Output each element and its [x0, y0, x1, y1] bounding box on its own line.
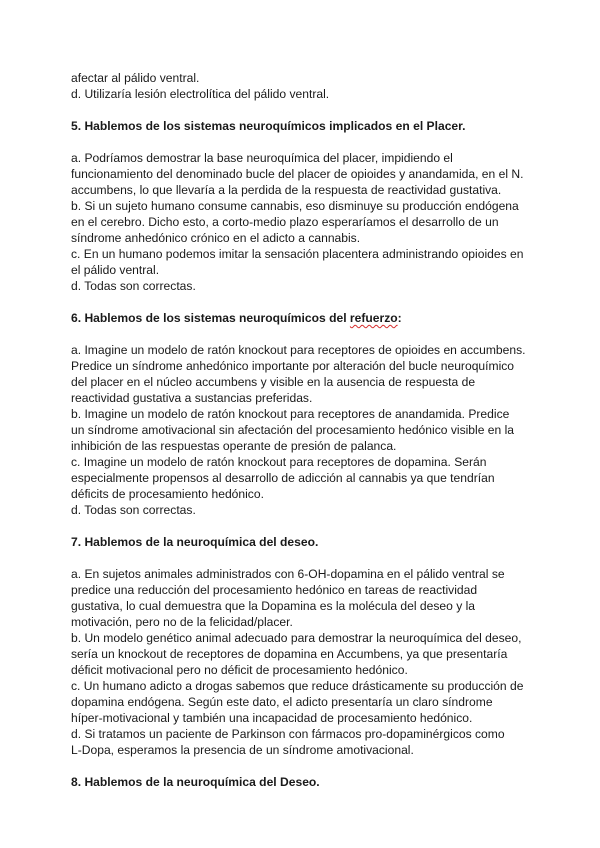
answer-line: a. Podríamos demostrar la base neuroquímica del placer, impidiendo el [71, 151, 453, 165]
answer-line: del placer en el núcleo accumbens y visible en la ausencia de respuesta de [71, 375, 476, 389]
document-page [71, 70, 531, 790]
question-8-heading: 8. Hablemos de la neuroquímica del Deseo. [71, 775, 320, 789]
answer-line: c. En un humano podemos imitar la sensación placentera administrando opioides en [71, 247, 524, 261]
answer-line: síndrome anhedónico crónico en el adicto a cannabis. [71, 231, 361, 245]
spellcheck-flagged-word[interactable]: refuerzo [349, 311, 398, 325]
answer-line: funcionamiento del denominado bucle del placer de opioides y anandamida, en el N. [71, 167, 524, 181]
answer-line: motivación, pero no de la felicidad/placer. [71, 615, 293, 629]
answer-line: Predice un síndrome anhedónico importante por alteración del bucle neuroquímico [71, 359, 515, 373]
answer-line: híper-motivacional y también una incapacidad de procesamiento hedónico. [71, 711, 473, 725]
intro-block [71, 70, 531, 102]
question-6 [71, 310, 531, 518]
answer-line: b. Un modelo genético animal adecuado para demostrar la neuroquímica del deseo, [71, 631, 522, 645]
answer-line: d. Todas son correctas. [71, 503, 196, 517]
question-6-heading-suffix: : [397, 311, 402, 325]
answer-line: L-Dopa, esperamos la presencia de un síndrome amotivacional. [71, 743, 414, 757]
answer-line: el pálido ventral. [71, 263, 160, 277]
answer-line: c. Un humano adicto a drogas sabemos que reduce drásticamente su producción de [71, 679, 524, 693]
answer-line: accumbens, lo que llevaría a la perdida de la respuesta de reactividad gustativa. [71, 183, 502, 197]
question-6-heading-prefix: 6. Hablemos de los sistemas neuroquímicos del [71, 311, 350, 325]
answer-line: a. Imagine un modelo de ratón knockout para receptores de opioides en accumbens. [71, 343, 526, 357]
answer-line: d. Todas son correctas. [71, 279, 196, 293]
answer-line: en el cerebro. Dicho esto, a corto-medio plazo esperaríamos el desarrollo de un [71, 215, 499, 229]
answer-line: reactividad gustativa a sustancias preferidas. [71, 391, 313, 405]
answer-line: b. Imagine un modelo de ratón knockout para receptores de anandamida. Predice [71, 407, 510, 421]
question-7-heading: 7. Hablemos de la neuroquímica del deseo. [71, 535, 319, 549]
answer-line: un síndrome amotivacional sin afectación del procesamiento hedónico visible en la [71, 423, 515, 437]
question-5 [71, 118, 531, 294]
question-8 [71, 774, 531, 790]
answer-line: c. Imagine un modelo de ratón knockout para receptores de dopamina. Serán [71, 455, 487, 469]
text-line: afectar al pálido ventral. [71, 71, 200, 85]
answer-line: sería un knockout de receptores de dopamina en Accumbens, ya que presentaría [71, 647, 508, 661]
answer-line: gustativa, lo cual demuestra que la Dopamina es la molécula del deseo y la [71, 599, 476, 613]
text-line: d. Utilizaría lesión electrolítica del pálido ventral. [71, 87, 330, 101]
answer-line: a. En sujetos animales administrados con 6-OH-dopamina en el pálido ventral se [71, 567, 505, 581]
answer-line: déficit motivacional pero no déficit de procesamiento hedónico. [71, 663, 408, 677]
answer-line: inhibición de las respuestas operante de presión de palanca. [71, 439, 397, 453]
answer-line: déficits de procesamiento hedónico. [71, 487, 264, 501]
answer-line: especialmente propensos al desarrollo de adicción al cannabis ya que tendrían [71, 471, 495, 485]
answer-line: b. Si un sujeto humano consume cannabis, eso disminuye su producción endógena [71, 199, 519, 213]
answer-line: dopamina endógena. Según este dato, el adicto presentaría un claro síndrome [71, 695, 493, 709]
question-6-heading [71, 310, 531, 326]
answer-line: d. Si tratamos un paciente de Parkinson con fármacos pro-dopaminérgicos como [71, 727, 505, 741]
answer-line: predice una reducción del procesamiento hedónico en tareas de reactividad [71, 583, 478, 597]
question-5-heading: 5. Hablemos de los sistemas neuroquímicos implicados en el Placer. [71, 119, 466, 133]
question-7 [71, 534, 531, 758]
